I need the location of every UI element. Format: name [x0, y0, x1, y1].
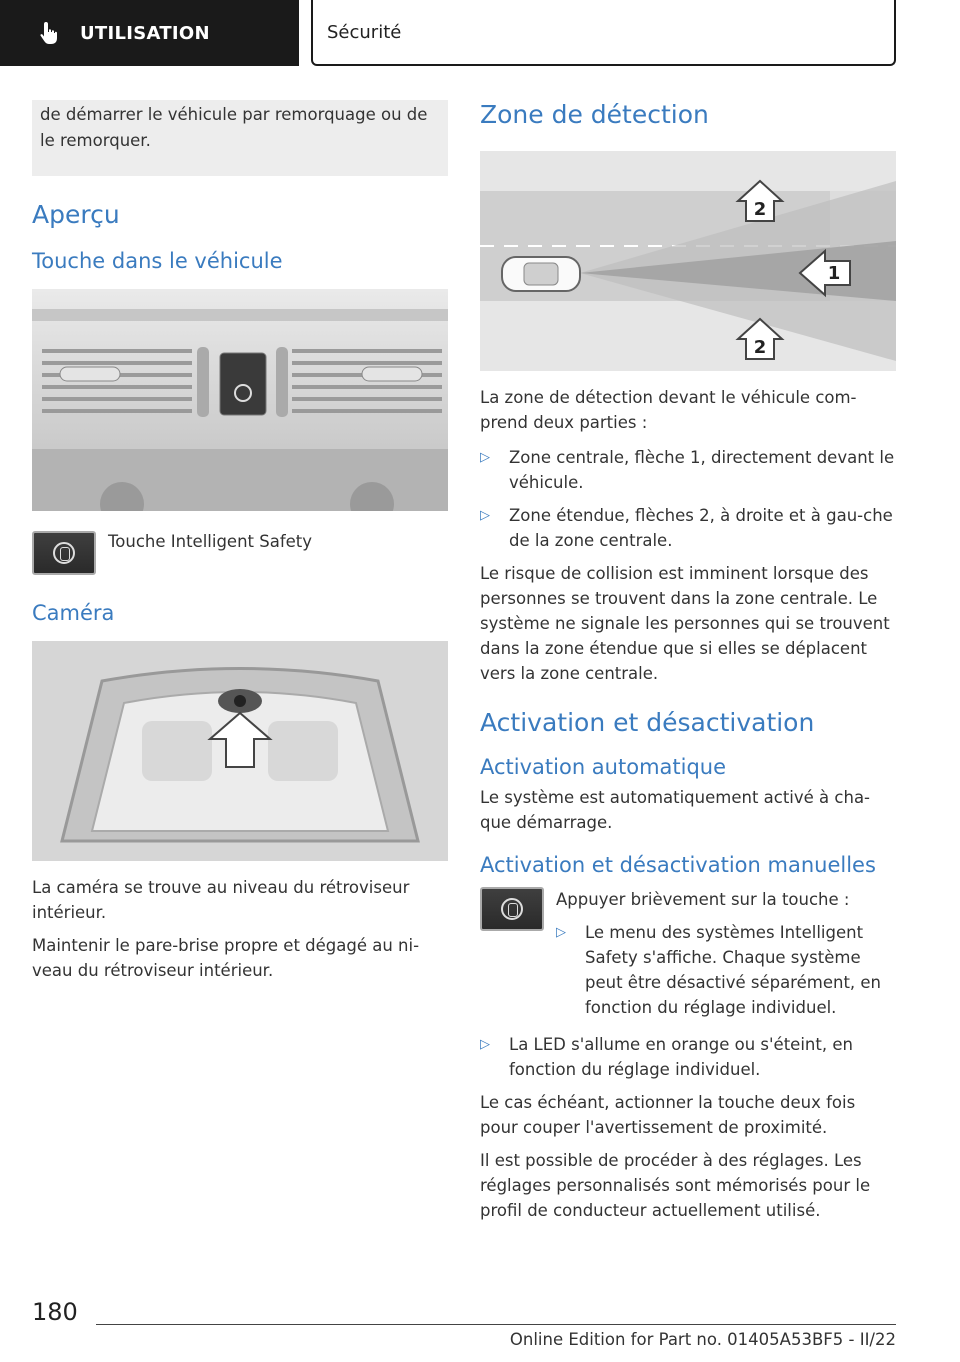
- zone-label-center: 1: [827, 263, 841, 284]
- manual-text: [556, 887, 896, 1028]
- chapter-tab: [311, 0, 896, 66]
- list-item: ▷ La LED s'allume en orange ou s'éteint, en fonction du réglage individuel.: [480, 1032, 896, 1082]
- heading-auto: Activation automatique: [480, 755, 727, 779]
- zone-list: [480, 445, 896, 553]
- zone-paragraph: Le risque de collision est imminent lorsque des personnes se trouvent dans la zone centrale. Le système ne signale les personnes qui se trouvent dans la zone étendue que si elles se déplacent vers la zone centrale.: [480, 564, 890, 683]
- right-column: [480, 100, 896, 1223]
- zone-intro: La zone de détection devant le véhicule com-prend deux parties :: [480, 388, 857, 432]
- heading-manual: Activation et désactivation manuelles: [480, 853, 876, 877]
- heading-camera: Caméra: [32, 601, 115, 625]
- note-box: [32, 100, 448, 176]
- zone-label-top: 2: [753, 199, 767, 220]
- footer-divider: [96, 1324, 896, 1325]
- zone-label-bottom: 2: [753, 337, 767, 358]
- intelligent-safety-button-icon: [32, 531, 96, 575]
- figure-detection-zone: [480, 151, 896, 371]
- figure-dashboard-button: [32, 289, 448, 511]
- detection-zone-diagram: [480, 151, 896, 371]
- chapter-title: Sécurité: [327, 21, 402, 43]
- manual-paragraph-2: Il est possible de procéder à des réglages. Les réglages personnalisés sont mémorisés pour le profil de conducteur actuellement utilisé.: [480, 1151, 871, 1220]
- manual-block: [480, 887, 896, 1028]
- intelligent-safety-button-icon: [480, 887, 544, 931]
- heading-activation: Activation et désactivation: [480, 708, 815, 737]
- figure-camera: [32, 641, 448, 861]
- section-title: UTILISATION: [80, 22, 210, 44]
- manual-sub-list: [556, 920, 896, 1020]
- list-item: ▷ Zone centrale, flèche 1, directement devant le véhicule.: [480, 445, 896, 495]
- heading-apercu: Aperçu: [32, 200, 120, 229]
- list-item: ▷ Le menu des systèmes Intelligent Safety s'affiche. Chaque système peut être désactivé séparément, en fonction du réglage individuel.: [556, 920, 896, 1020]
- camera-paragraph-2: Maintenir le pare-brise propre et dégagé au ni-veau du rétroviseur intérieur.: [32, 936, 420, 980]
- touche-caption: Touche Intelligent Safety: [108, 532, 313, 551]
- section-tab: [0, 0, 299, 66]
- windshield-illustration: [32, 641, 448, 861]
- camera-paragraph-1: La caméra se trouve au niveau du rétroviseur intérieur.: [32, 878, 410, 922]
- manual-intro: Appuyer brièvement sur la touche :: [556, 890, 850, 909]
- page-number: 180: [32, 1298, 78, 1326]
- list-item: ▷ Zone étendue, flèches 2, à droite et à gau-che de la zone centrale.: [480, 503, 896, 553]
- page-header: [0, 0, 960, 66]
- footer-edition: Online Edition for Part no. 01405A53BF5 - II/22: [509, 1330, 896, 1349]
- note-text: de démarrer le véhicule par remorquage ou de le remorquer.: [40, 105, 428, 150]
- touche-legend: [32, 531, 448, 575]
- heading-zone: Zone de détection: [480, 100, 709, 129]
- manual-list: [480, 1032, 896, 1082]
- manual-paragraph-1: Le cas échéant, actionner la touche deux fois pour couper l'avertissement de proximité.: [480, 1093, 856, 1137]
- heading-touche: Touche dans le véhicule: [32, 249, 283, 273]
- dashboard-illustration: [32, 289, 448, 511]
- auto-paragraph: Le système est automatiquement activé à cha-que démarrage.: [480, 788, 871, 832]
- left-column: [32, 100, 448, 983]
- hand-pointer-icon: [36, 19, 64, 47]
